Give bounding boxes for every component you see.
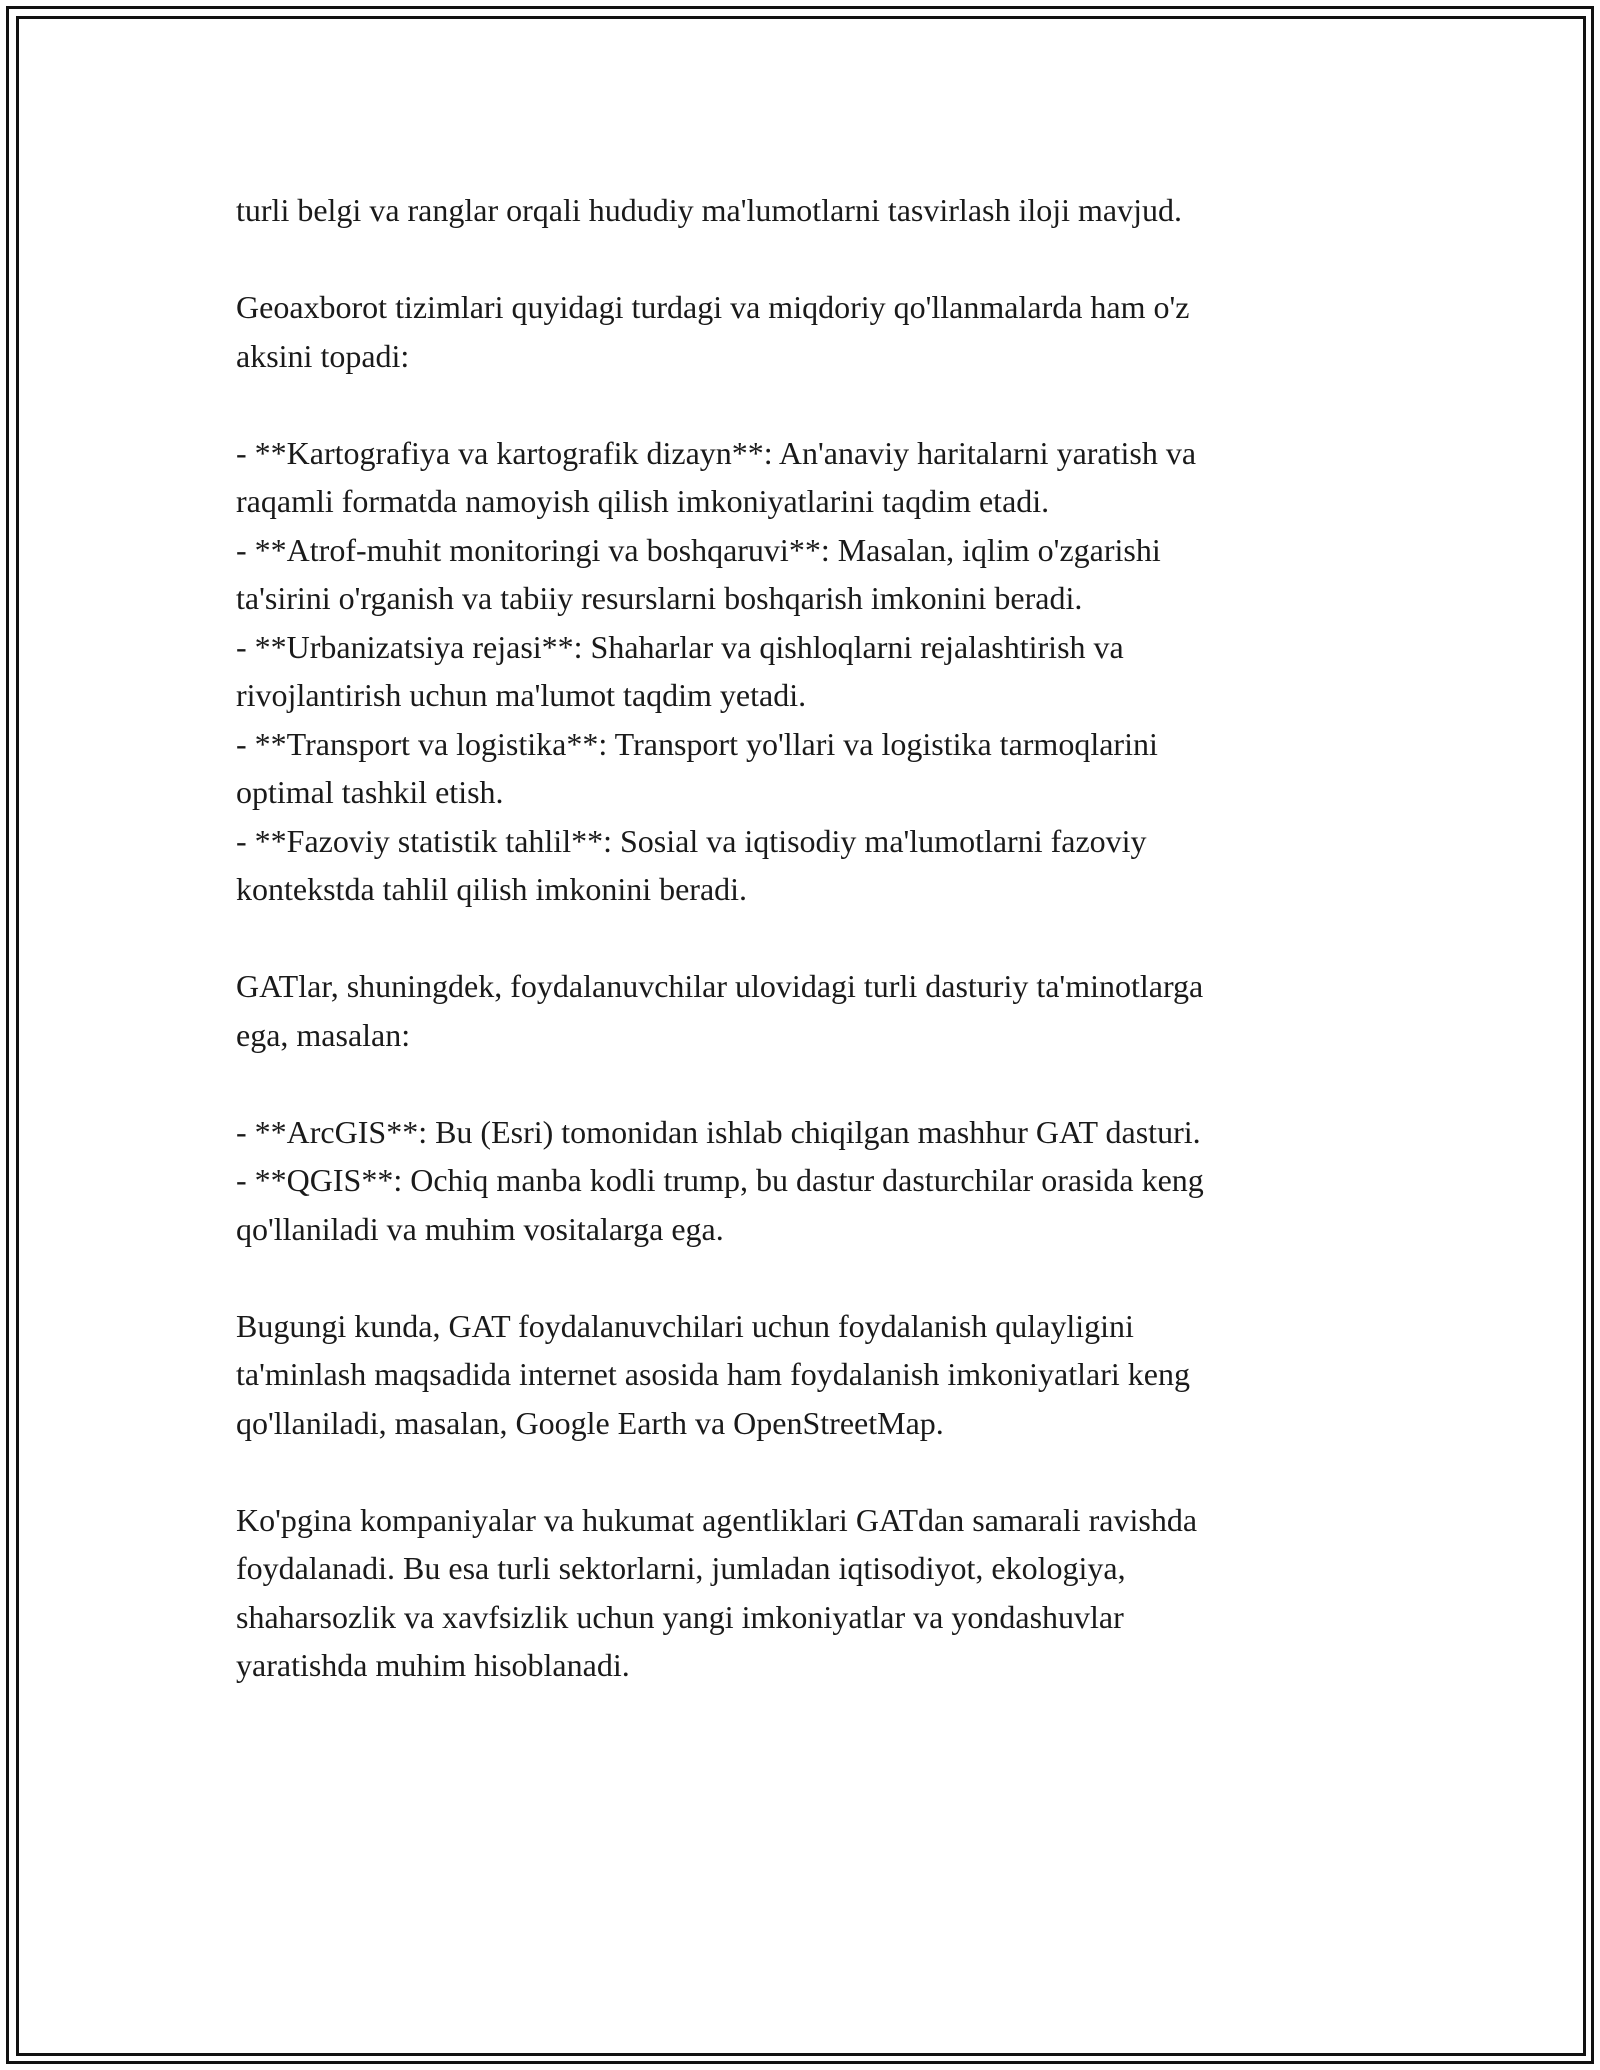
list-item-line: optimal tashkil etish.	[236, 774, 504, 810]
list-item-line: - **Urbanizatsiya rejasi**: Shaharlar va qishloqlarni rejalashtirish va	[236, 628, 1124, 665]
applications-list	[236, 429, 1376, 914]
list-item-line: raqamli formatda namoyish qilish imkoniyatlarini taqdim etadi.	[236, 483, 1050, 519]
list-item-line: - **Kartografiya va kartografik dizayn**: An'anaviy haritalarni yaratish va	[236, 434, 1197, 471]
text-line: turli belgi va ranglar orqali hududiy ma'lumotlarni tasvirlash iloji mavjud.	[236, 192, 1183, 228]
software-list	[236, 1108, 1376, 1254]
list-item-line: - **QGIS**: Ochiq manba kodli trump, bu dastur dasturchilar orasida keng	[236, 1162, 1204, 1198]
document-body	[236, 186, 1376, 1690]
list-item-line: - **Transport va logistika**: Transport yo'llari va logistika tarmoqlarini	[236, 725, 1158, 762]
text-line: Geoaxborot tizimlari quyidagi turdagi va miqdoriy qo'llanmalarda ham o'z	[236, 289, 1190, 325]
paragraph-conclusion	[236, 1496, 1376, 1690]
paragraph-web-gis	[236, 1302, 1376, 1448]
list-item-line: kontekstda tahlil qilish imkonini beradi.	[236, 871, 748, 907]
list-item-line: - **ArcGIS**: Bu (Esri) tomonidan ishlab chiqilgan mashhur GAT dasturi.	[236, 1113, 1201, 1150]
text-line: GATlar, shuningdek, foydalanuvchilar ulovidagi turli dasturiy ta'minotlarga	[236, 968, 1204, 1004]
text-line: ega, masalan:	[236, 1016, 411, 1053]
paragraph-applications-intro	[236, 283, 1376, 380]
list-item-line: rivojlantirish uchun ma'lumot taqdim yetadi.	[236, 677, 807, 713]
text-line: yaratishda muhim hisoblanadi.	[236, 1647, 630, 1683]
text-line: aksini topadi:	[236, 337, 410, 374]
text-line: Ko'pgina kompaniyalar va hukumat agentliklari GATdan samarali ravishda	[236, 1501, 1198, 1538]
text-line: shaharsozlik va xavfsizlik uchun yangi imkoniyatlar va yondashuvlar	[236, 1598, 1124, 1635]
text-line: foydalanadi. Bu esa turli sektorlarni, jumladan iqtisodiyot, ekologiya,	[236, 1550, 1126, 1586]
text-line: ta'minlash maqsadida internet asosida ham foydalanish imkoniyatlari keng	[236, 1356, 1190, 1392]
list-item-line: qo'llaniladi va muhim vositalarga ega.	[236, 1210, 724, 1247]
list-item-line: - **Atrof-muhit monitoringi va boshqaruvi**: Masalan, iqlim o'zgarishi	[236, 531, 1161, 568]
text-line: qo'llaniladi, masalan, Google Earth va OpenStreetMap.	[236, 1404, 944, 1441]
list-item-line: ta'sirini o'rganish va tabiiy resurslarni boshqarish imkonini beradi.	[236, 580, 1083, 616]
paragraph-intro-continuation	[236, 186, 1376, 235]
list-item-line: - **Fazoviy statistik tahlil**: Sosial va iqtisodiy ma'lumotlarni fazoviy	[236, 822, 1147, 859]
text-line: Bugungi kunda, GAT foydalanuvchilari uchun foydalanish qulayligini	[236, 1307, 1134, 1344]
paragraph-software-intro	[236, 962, 1376, 1059]
